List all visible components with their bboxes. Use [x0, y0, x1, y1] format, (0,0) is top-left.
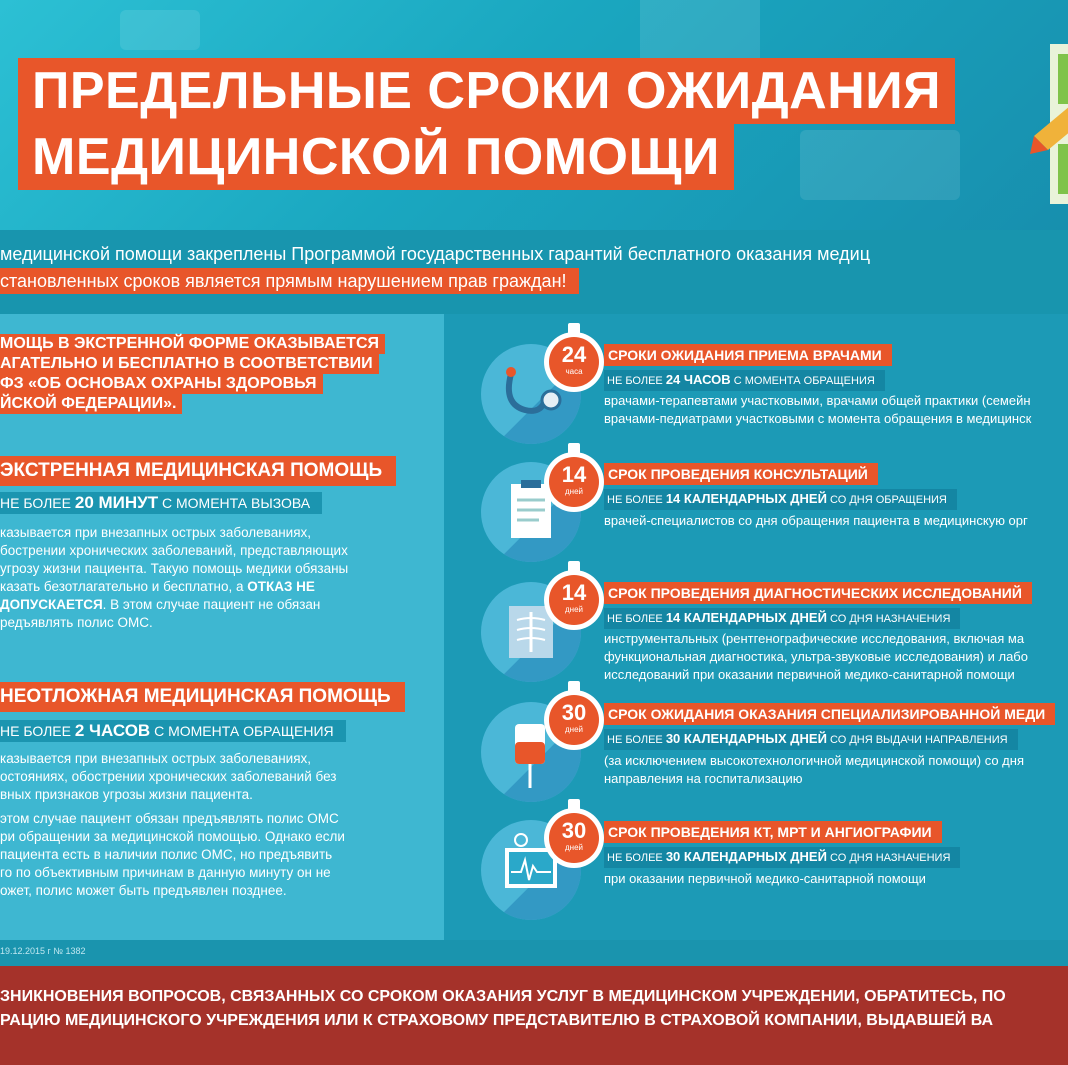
timer-icon [544, 570, 604, 630]
timer-unit: часа [565, 367, 583, 376]
item-desc: врачей-специалистов со дня обращения пациента в медицинскую орг [604, 513, 1028, 528]
timer-unit: дней [564, 843, 583, 852]
timer-unit: дней [564, 487, 583, 496]
pencil-icon [1030, 44, 1068, 204]
limit-prefix: НЕ БОЛЕЕ [0, 495, 71, 511]
item-desc: врачами-терапевтами участковыми, врачами общей практики (семейн [604, 393, 1031, 408]
emergency-text [0, 596, 320, 614]
page-title-line2: МЕДИЦИНСКОЙ ПОМОЩИ [18, 124, 734, 190]
timer-value: 14 [561, 580, 587, 605]
emergency-text: угрозу жизни пациента. Такую помощь медики обязаны [0, 561, 349, 576]
urgent-text: вных признаков угрозы жизни пациента. [0, 787, 253, 802]
limit-suffix: С МОМЕНТА ВЫЗОВА [162, 495, 311, 511]
notice-line: АГАТЕЛЬНО И БЕСПЛАТНО В СООТВЕТСТВИИ [0, 354, 379, 374]
emergency-text [0, 578, 315, 596]
limit-prefix: НЕ БОЛЕЕ [607, 852, 663, 864]
footnote-bar [0, 940, 1068, 966]
emergency-limit [0, 492, 322, 514]
notice-line: ЙСКОЙ ФЕДЕРАЦИИ». [0, 394, 182, 414]
limit-value: 30 КАЛЕНДАРНЫХ ДНЕЙ [665, 731, 827, 746]
item-title: СРОК ПРОВЕДЕНИЯ КТ, МРТ И АНГИОГРАФИИ [604, 821, 942, 843]
emergency-text: бострении хронических заболеваний, представляющих [0, 543, 348, 558]
timer-value: 24 [561, 342, 587, 367]
intro-text-line2: становленных сроков является прямым нарушением прав граждан! [0, 268, 579, 294]
limit-prefix: НЕ БОЛЕЕ [607, 734, 663, 746]
timer-value: 30 [561, 818, 587, 843]
timer-icon [544, 808, 604, 868]
limit-value: 20 МИНУТ [74, 493, 159, 512]
item-limit [604, 729, 1018, 750]
urgent-text: этом случае пациент обязан предъявлять полис ОМС [0, 811, 339, 826]
urgent-text: пациента есть в наличии полис ОМС, но предъявить [0, 847, 333, 862]
emergency-text: казывается при внезапных острых заболеваниях, [0, 525, 312, 540]
item-limit [604, 489, 957, 510]
limit-value: 14 КАЛЕНДАРНЫХ ДНЕЙ [665, 610, 827, 625]
urgent-text: ри обращении за медицинской помощью. Однако если [0, 829, 345, 844]
timer-value: 30 [561, 700, 587, 725]
header-banner [0, 0, 1068, 230]
limit-suffix: СО ДНЯ ОБРАЩЕНИЯ [830, 494, 947, 506]
timer-unit: дней [564, 605, 583, 614]
refusal-not-allowed-end: ДОПУСКАЕТСЯ [0, 597, 103, 612]
timer-unit: дней [564, 725, 583, 734]
item-desc: направления на госпитализацию [604, 771, 803, 786]
item-title: СРОКИ ОЖИДАНИЯ ПРИЕМА ВРАЧАМИ [604, 344, 892, 366]
urgent-text: остояниях, обострении хронических заболеваний без [0, 769, 337, 784]
footnote: 19.12.2015 г № 1382 [0, 946, 86, 956]
decor-shelf [120, 10, 200, 50]
limit-suffix: С МОМЕНТА ОБРАЩЕНИЯ [154, 723, 334, 739]
refusal-not-allowed: ОТКАЗ НЕ [247, 579, 315, 594]
limit-prefix: НЕ БОЛЕЕ [607, 613, 663, 625]
urgent-title: НЕОТЛОЖНАЯ МЕДИЦИНСКАЯ ПОМОЩЬ [0, 682, 405, 712]
item-desc: исследований при оказании первичной медико-санитарной помощи [604, 667, 1015, 682]
limit-suffix: СО ДНЯ НАЗНАЧЕНИЯ [830, 613, 951, 625]
limit-prefix: НЕ БОЛЕЕ [607, 494, 663, 506]
limit-value: 24 ЧАСОВ [665, 372, 731, 387]
intro-text-line1: медицинской помощи закреплены Программой государственных гарантий бесплатного оказания медиц [0, 244, 871, 264]
item-limit [604, 608, 960, 629]
item-limit [604, 370, 885, 391]
item-desc: функциональная диагностика, ультра-звуковые исследования) и лабо [604, 649, 1028, 664]
timer-icon [544, 452, 604, 512]
timer-icon [544, 690, 604, 750]
item-title: СРОК ПРОВЕДЕНИЯ КОНСУЛЬТАЦИЙ [604, 463, 878, 485]
urgent-text: го по объективным причинам в данную минуту он не [0, 865, 331, 880]
bottom-text-line1: ЗНИКНОВЕНИЯ ВОПРОСОВ, СВЯЗАННЫХ СО СРОКОМ ОКАЗАНИЯ УСЛУГ В МЕДИЦИНСКОМ УЧРЕЖДЕНИИ, ОБРАТИТЕСЬ, ПО [0, 988, 1006, 1005]
decor-panel [800, 130, 960, 200]
timer-icon [544, 332, 604, 392]
limit-value: 14 КАЛЕНДАРНЫХ ДНЕЙ [665, 491, 827, 506]
notice-line: ФЗ «ОБ ОСНОВАХ ОХРАНЫ ЗДОРОВЬЯ [0, 374, 323, 394]
emergency-text-part: казать безотлагательно и бесплатно, а [0, 579, 248, 594]
urgent-text: казывается при внезапных острых заболеваниях, [0, 751, 312, 766]
timer-value: 14 [561, 462, 587, 487]
bottom-banner [0, 966, 1068, 1065]
limit-prefix: НЕ БОЛЕЕ [0, 723, 71, 739]
item-title: СРОК ПРОВЕДЕНИЯ ДИАГНОСТИЧЕСКИХ ИССЛЕДОВАНИЙ [604, 582, 1032, 604]
limit-prefix: НЕ БОЛЕЕ [607, 375, 663, 387]
emergency-text-part: . В этом случае пациент не обязан [102, 597, 321, 612]
item-title: СРОК ОЖИДАНИЯ ОКАЗАНИЯ СПЕЦИАЛИЗИРОВАННОЙ МЕДИ [604, 703, 1055, 725]
item-desc: врачами-педиатрами участковыми с момента обращения в медицинск [604, 411, 1032, 426]
emergency-text: редъявлять полис ОМС. [0, 615, 153, 630]
emergency-title: ЭКСТРЕННАЯ МЕДИЦИНСКАЯ ПОМОЩЬ [0, 456, 396, 486]
urgent-text: ожет, полис может быть предъявлен позднее. [0, 883, 287, 898]
limit-value: 2 ЧАСОВ [74, 721, 151, 740]
bottom-text-line2: РАЦИЮ МЕДИЦИНСКОГО УЧРЕЖДЕНИЯ ИЛИ К СТРАХОВОМУ ПРЕДСТАВИТЕЛЮ В СТРАХОВОЙ КОМПАНИИ, ВЫДАВШЕЙ ВА [0, 1012, 994, 1029]
item-limit [604, 847, 960, 868]
limit-suffix: СО ДНЯ ВЫДАЧИ НАПРАВЛЕНИЯ [830, 734, 1008, 746]
limit-suffix: С МОМЕНТА ОБРАЩЕНИЯ [733, 375, 875, 387]
limit-value: 30 КАЛЕНДАРНЫХ ДНЕЙ [665, 849, 827, 864]
item-desc: инструментальных (рентгенографические исследования, включая ма [604, 631, 1025, 646]
item-desc: (за исключением высокотехнологичной медицинской помощи) со дня [604, 753, 1024, 768]
urgent-limit [0, 720, 346, 742]
page-title-line1: ПРЕДЕЛЬНЫЕ СРОКИ ОЖИДАНИЯ [18, 58, 955, 124]
item-desc: при оказании первичной медико-санитарной помощи [604, 871, 926, 886]
notice-line: МОЩЬ В ЭКСТРЕННОЙ ФОРМЕ ОКАЗЫВАЕТСЯ [0, 334, 385, 354]
limit-suffix: СО ДНЯ НАЗНАЧЕНИЯ [830, 852, 951, 864]
